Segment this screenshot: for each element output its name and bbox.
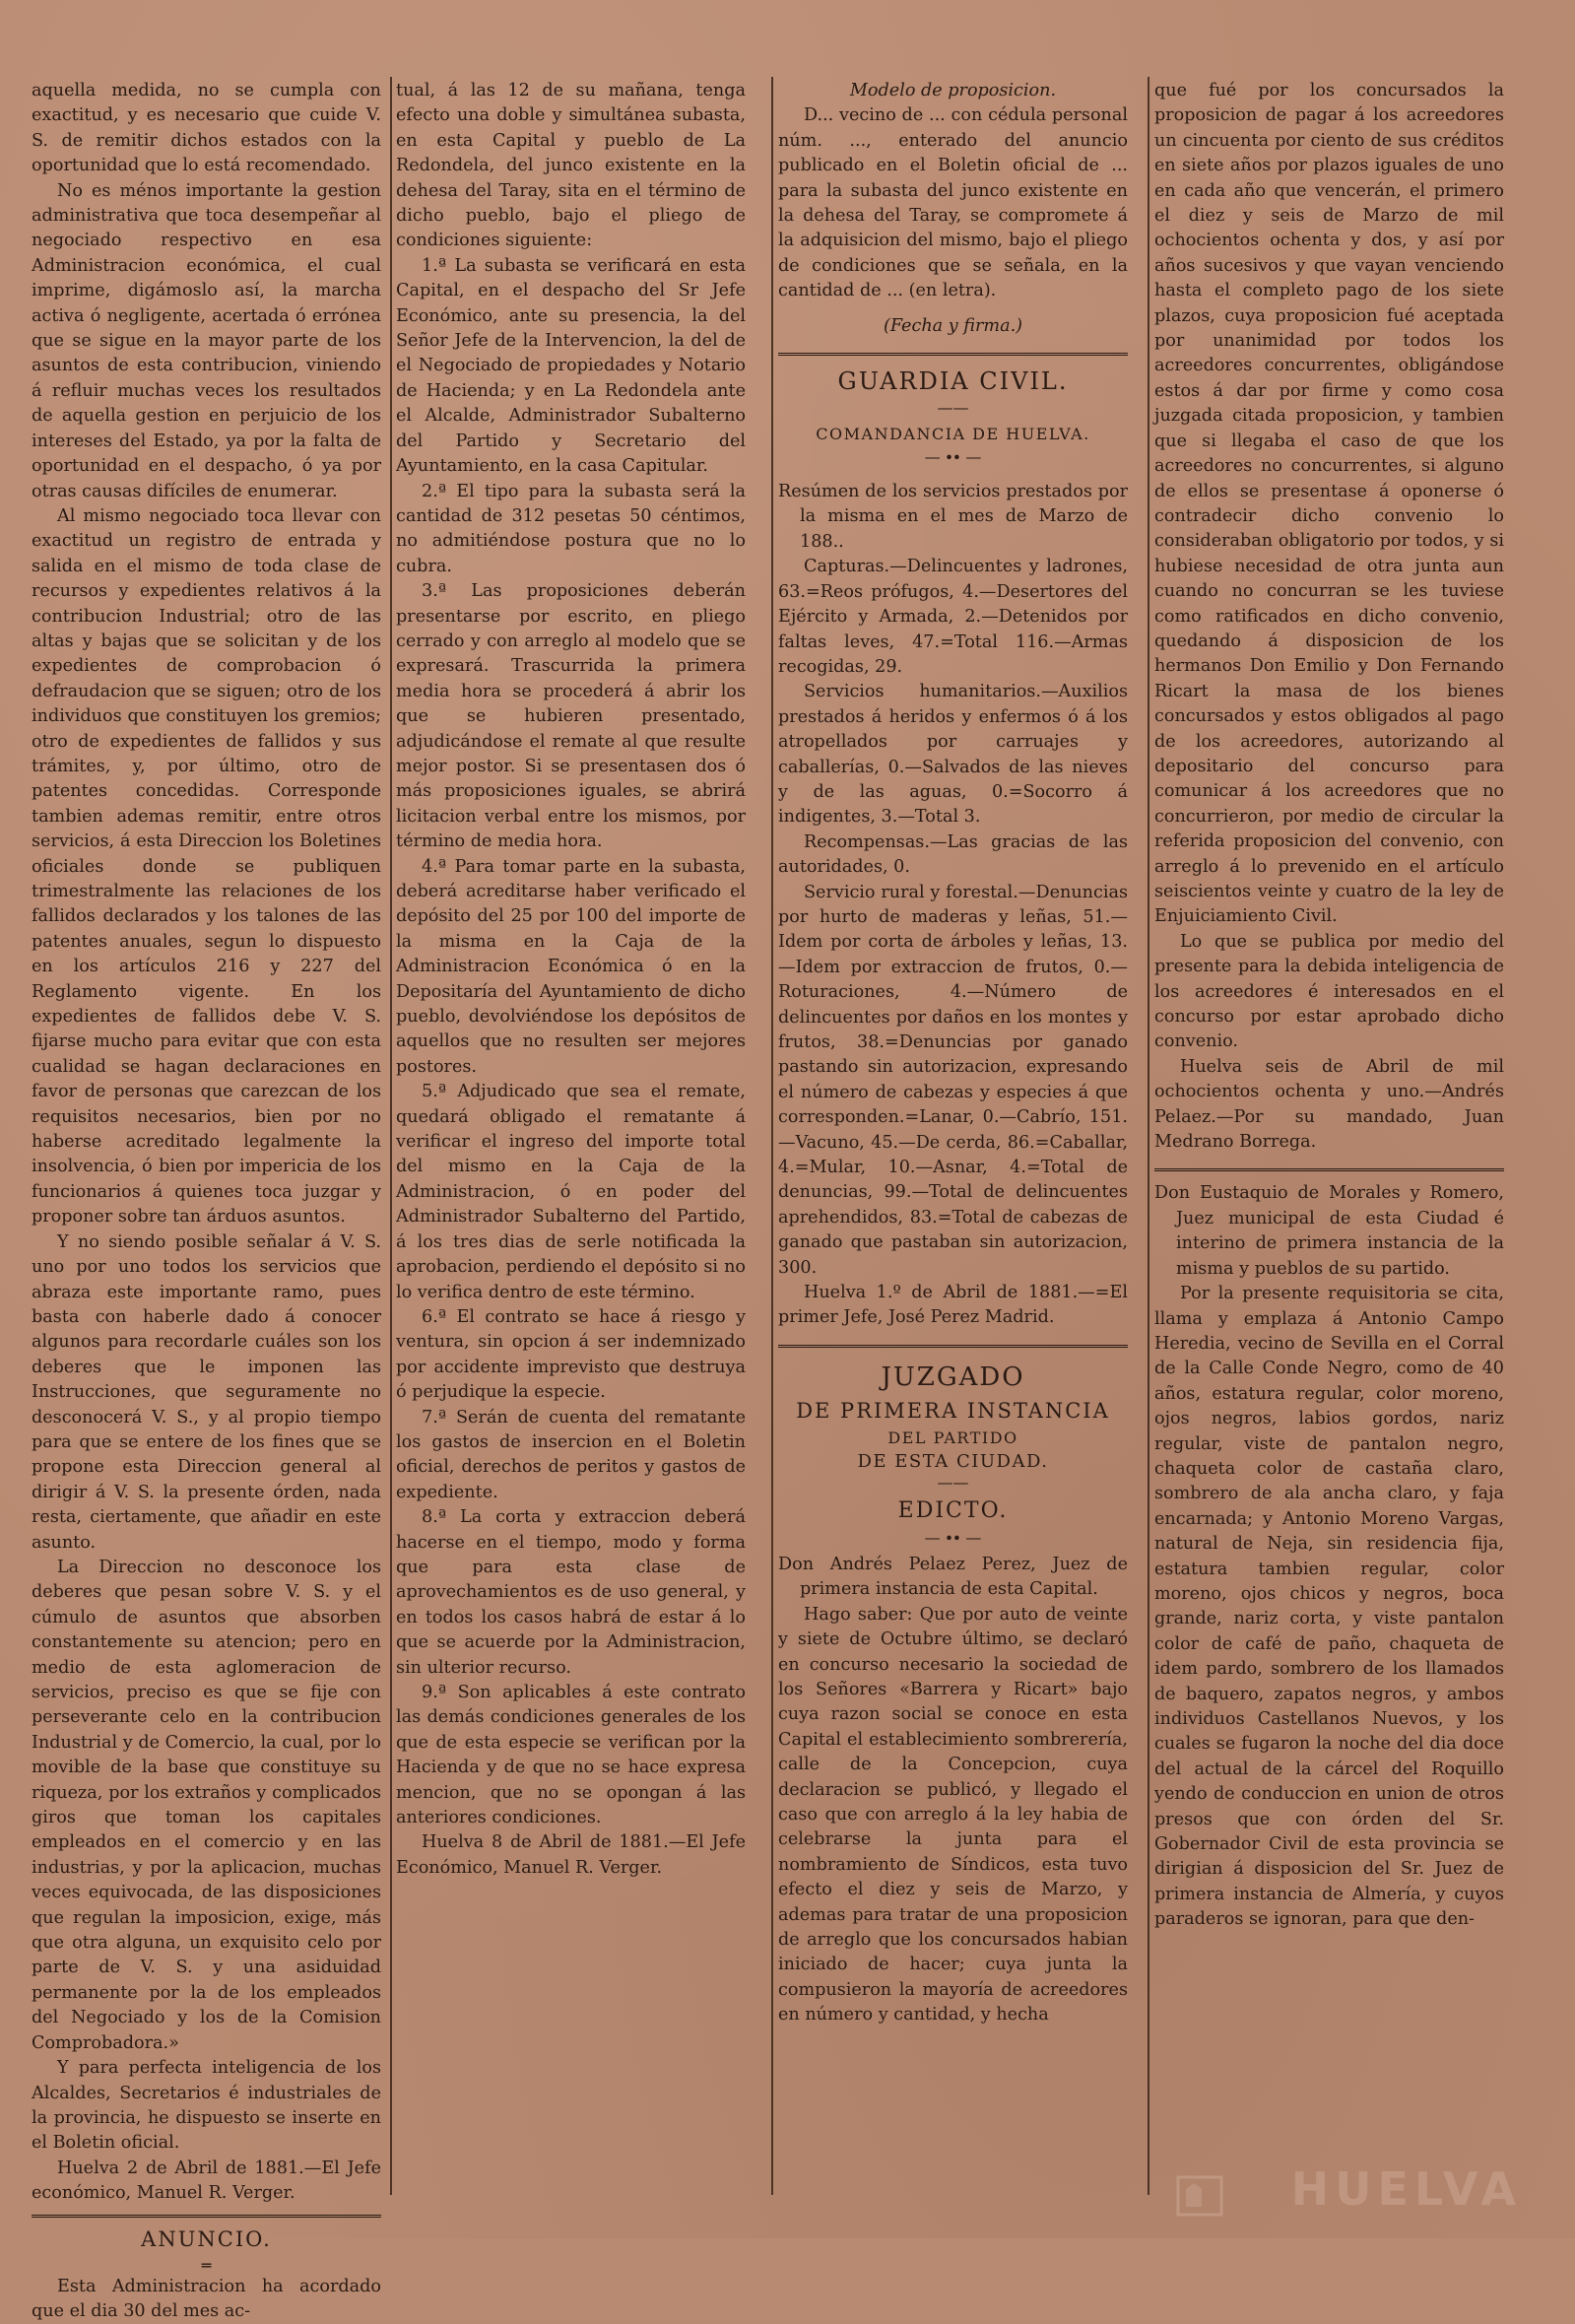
paragraph: Lo que se publica por medio del presente para la debida inteligencia de los acreedores é interesados en el concurso por estar aprobado dicho convenio.	[1154, 931, 1504, 1052]
ornament-dash: — ∙∙ —	[924, 1527, 982, 1547]
modelo-text: D... vecino de ... con cédula personal núm. ..., enterado del anuncio publicado en el Boletin oficial de ... para la subasta del junco existente en la dehesa del Taray, se compromete á la adquisicion del mismo, bajo el pliego de condiciones que se señala, en la cantidad de ... (en letra).	[778, 105, 1128, 301]
condition-3: 3.ª Las proposiciones deberán presentarse por escrito, en pliego cerrado y con arreglo al modelo que se expresará. Trascurrida la primera media hora se procederá á abrir los que se hubieren presentado, adjudicándose el remate al que resulte mejor postor. Si se presentasen dos ó más proposiciones iguales, se abrirá licitacion verbal entre los mismos, por término de media hora.	[396, 581, 746, 852]
edicto-title: EDICTO.	[897, 1497, 1009, 1523]
section-rule	[778, 353, 1128, 356]
anuncio-title: ANUNCIO.	[141, 2226, 272, 2251]
ornament-dash: ——	[937, 1472, 969, 1492]
paragraph: La Direccion no desconoce los deberes que pesan sobre V. S. y el cúmulo de asuntos que absorben constantemente su atencion; pero en medio de esta aglomeracion de servicios, preciso es que se fije con perseverante celo en la contribucion Industrial y de Comercio, la cual, por lo movible de la base que constituye su riqueza, por los extraños y complicados giros que toman los capitales empleados en el comercio y en las industrias, y por la aplicacion, muchas veces equivocada, de las disposiciones que regulan la imposicion, exige, más que otra alguna, un exquisito celo por parte de V. S. y una asiduidad permanente por la de los empleados del Negociado y los de la Comision Comprobadora.»	[32, 1557, 381, 2053]
paragraph: Huelva seis de Abril de mil ochocientos ochenta y uno.—Andrés Pelaez.—Por su mandado, Juan Medrano Borrega.	[1154, 1056, 1504, 1153]
paragraph: Hago saber: Que por auto de veinte y siete de Octubre último, se declaró en concurso necesario la sociedad de los Señores «Barrera y Ricart» bajo cuya razon social se conoce en esta Capital el establecimiento sombrerería, calle de la Concepcion, cuya declaracion se publicó, y llegado el caso que con arreglo á la ley habia de celebrarse la junta para el nombramiento de Síndicos, esta tuvo efecto el diez y seis de Marzo, y ademas para tratar de una proposicion de arreglo que los concursados habian iniciado de hacer; cuya junta la compusieron la mayoría de acreedores en número y cantidad, y hecha	[778, 1604, 1128, 2025]
paragraph: Y para perfecta inteligencia de los Alcaldes, Secretarios é industriales de la provincia, he dispuesto se inserte en el Boletin oficial.	[32, 2058, 381, 2154]
ornament-dash: — ∙∙ —	[924, 447, 982, 467]
paragraph	[778, 480, 1128, 555]
paragraph: Servicio rural y forestal.—Denuncias por hurto de maderas y leñas, 51.—Idem por corta de árboles y leñas, 13.—Idem por extraccion de frutos, 0.—Roturaciones, 4.—Número de delincuentes por daños en los montes y frutos, 38.=Denuncias por ganado pastando sin autorizacion, expresando el número de cabezas y especies á que corresponden.=Lanar, 0.—Cabrío, 151.—Vacuno, 45.—De cerda, 86.=Caballar, 4.=Mular, 10.—Asnar, 4.=Total de denuncias, 99.—Total de delincuentes aprehendidos, 83.=Total de cabezas de ganado que pastaban sin autorizacion, 300.	[778, 882, 1128, 1278]
paragraph: No es ménos importante la gestion administrativa que toca desempeñar al negociado respectivo en esa Administracion económica, el cual imprime, digámoslo así, la marcha activa ó negligente, acertada ó errónea que se sigue en la mayor parte de los asuntos de esta contribucion, viniendo á refluir muchas veces los resultados de aquella gestion en perjuicio de los intereses del Estado, ya por la falta de oportunidad en el despacho, ó ya por otras causas difíciles de enumerar.	[32, 180, 381, 501]
signature: Huelva 2 de Abril de 1881.—El Jefe económico, Manuel R. Verger.	[32, 2158, 381, 2204]
ornament-dash: ═	[201, 2255, 212, 2275]
condition-2: 2.ª El tipo para la subasta será la cantidad de 312 pesetas 50 céntimos, no admitiéndose postura que no lo cubra.	[396, 481, 746, 576]
paragraph	[1154, 1181, 1504, 1282]
section-rule	[778, 1345, 1128, 1348]
text: Don Eustaquio de Morales y Romero, Juez municipal de esta Ciudad é interino de primera instancia de la misma y pueblos de su partido.	[1154, 1183, 1504, 1279]
paragraph: Por la presente requisitoria se cita, llama y emplaza á Antonio Campo Heredia, vecino de Sevilla en el Corral de la Calle Conde Negro, como de 40 años, estatura regular, color moreno, ojos negros, labios gordos, nariz regular, viste de pantalon negro, chaqueta color de castaña claro, sombrero de ala ancha claro, y faja encarnada; y Antonio Moreno Vargas, natural de Neja, sin residencia fija, estatura tambien regular, color moreno, ojos chicos y negros, boca grande, nariz corta, y viste pantalon color de café de paño, chaqueta de idem pardo, sombrero de los llamados de baquero, zapatos negros, y ambos individuos Castellanos Nuevos, y los cuales se fugaron la noche del dia doce del actual de la cárcel del Roquillo yendo de conduccion en union de otros presos que con órden del Sr. Gobernador Civil de esta provincia se dirigian á disposicion del Sr. Juez de primera instancia de Almería, y cuyos paraderos se ignoran, para que den-	[1154, 1284, 1504, 1930]
condition-5: 5.ª Adjudicado que sea el remate, quedará obligado el rematante á verificar el ingreso del importe total del mismo en la Caja de la Administracion, ó en poder del Administrador Subalterno del Partido, á los tres dias de serle notificada la aprobacion, perdiendo el depósito si no lo verifica dentro de este término.	[396, 1082, 746, 1302]
signature: Huelva 1.º de Abril de 1881.—=El primer Jefe, José Perez Madrid.	[778, 1283, 1128, 1328]
column-rule	[390, 77, 392, 2195]
condition-1: 1.ª La subasta se verificará en esta Capital, en el despacho del Sr Jefe Económico, ante su presencia, la del Señor Jefe de la Intervencion, la del de el Negociado de propiedades y Notario de Hacienda; y en La Redondela ante el Alcalde, Administrador Subalterno del Partido y Secretario del Ayuntamiento, en la casa Capitular.	[396, 255, 746, 477]
section-rule	[32, 2215, 381, 2218]
text: Resúmen de los servicios prestados por la misma en el mes de Marzo de 188..	[778, 482, 1128, 552]
signature: Huelva 8 de Abril de 1881.—El Jefe Económico, Manuel R. Verger.	[396, 1832, 746, 1878]
column-2	[396, 79, 746, 2167]
guardia-title: GUARDIA CIVIL.	[837, 367, 1069, 396]
column-3	[778, 79, 1128, 2167]
ornament-dash: ——	[937, 398, 969, 418]
condition-4: 4.ª Para tomar parte en la subasta, deberá acreditarse haber verificado el depósito del 25 por 100 del importe de la misma en la Caja de la Administracion Económica ó en la Depositaría del Ayuntamiento de dicho pueblo, devolviéndose los depósitos de aquellos que no resulten ser mejores postores.	[396, 856, 746, 1077]
column-1	[32, 79, 381, 2321]
column-4	[1154, 79, 1504, 2167]
juzgado-title: JUZGADO	[881, 1361, 1025, 1392]
juzgado-subtitle: DEL PARTIDO	[887, 1428, 1018, 1447]
fecha-firma: (Fecha y firma.)	[883, 315, 1023, 336]
paragraph: que fué por los concursados la proposicion de pagar á los acreedores un cincuenta por ciento de sus créditos en siete años por plazos iguales de uno en cada año que vencerán, el primero el diez y seis de Marzo de mil ochocientos ochenta y dos, y así por años sucesivos y que vayan venciendo hasta el completo pago de los siete plazos, cuya proposicion fué aceptada por unanimidad por todos los acreedores concurrentes, obligándose estos á dar por firme y como cosa juzgada citada proposicion, y tambien que si llegaba el caso de que los acreedores no concurrentes, si alguno de ellos se presentase á oponerse ó contradecir dicho convenio lo consideraban obligatorio por todos, y si hubiese necesidad de otra junta aun cuando no concurran se les tuviese como ratificados en dicho convenio, quedando á disposicion de los hermanos Don Emilio y Don Fernando Ricart la masa de los bienes concursados y estos obligados al pago de los acreedores, autorizando al depositario del concurso para comunicar á los acreedores que no concurrieron, por medio de circular la referida proposicion del convenio, con arreglo á lo prevenido en el artículo seiscientos veinte y cuatro de la ley de Enjuiciamiento Civil.	[1154, 81, 1504, 927]
paragraph: Recompensas.—Las gracias de las autoridades, 0.	[778, 831, 1128, 878]
paragraph: Y no siendo posible señalar á V. S. uno por uno todos los servicios que abraza este importante ramo, pues basta con haberle dado á conocer algunos para recordarle cuáles son los deberes que le imponen las Instrucciones, que seguramente no desconocerá V. S., y al propio tiempo para que se entere de los fines que se propone esta Direccion general al dirigir á V. S. la presente órden, nada resta, ciertamente, que añadir en este asunto.	[32, 1231, 381, 1553]
juzgado-subtitle: DE PRIMERA INSTANCIA	[796, 1398, 1110, 1423]
paragraph: Servicios humanitarios.—Auxilios prestados á heridos y enfermos ó á los atropellados por carruajes y caballerías, 0.—Salvados de las nieves y de las aguas, 0.=Socorro á indigentes, 3.—Total 3.	[778, 682, 1128, 828]
paragraph: aquella medida, no se cumpla con exactitud, y es necesario que cuide V. S. de remitir dichos estados con la oportunidad que lo está recomendado.	[32, 81, 381, 176]
watermark: HUELVA	[1290, 2162, 1522, 2216]
section-rule	[1154, 1168, 1504, 1171]
column-rule	[771, 77, 773, 2195]
paragraph: tual, á las 12 de su mañana, tenga efecto una doble y simultánea subasta, en esta Capital y pueblo de La Redondela, del junco existente en la dehesa del Taray, sita en el término de dicho pueblo, bajo el pliego de condiciones siguiente:	[396, 81, 746, 251]
paragraph	[778, 1553, 1128, 1603]
condition-6: 6.ª El contrato se hace á riesgo y ventura, sin opcion á ser indemnizado por accidente imprevisto que destruya ó perjudique la especie.	[396, 1306, 746, 1403]
paragraph: Esta Administracion ha acordado que el dia 30 del mes ac-	[32, 2276, 381, 2321]
comandancia-title: COMANDANCIA DE HUELVA.	[816, 425, 1090, 444]
paragraph: Al mismo negociado toca llevar con exactitud un registro de entrada y salida en el mismo de toda clase de recursos y expedientes relativos á la contribucion Industrial; otro de las altas y bajas que se solicitan y de los expedientes de comprobacion ó defraudacion que se siguen; otro de los individuos que constituyen los gremios; otro de expedientes de fallidos y sus trámites, y, por último, otro de patentes concedidas. Corresponde tambien ademas remitir, entre otros servicios, á esta Direccion los Boletines oficiales donde se publiquen trimestralmente las relaciones de los fallidos declarados y los talones de las patentes anuales, segun lo dispuesto en los artículos 216 y 227 del Reglamento vigente. En los expedientes de fallidos debe V. S. fijarse mucho para evitar que con esta cualidad se hagan declaraciones en favor de personas que carezcan de los requisitos necesarios, bien por no haberse acreditado legalmente la insolvencia, ó bien por impericia de los funcionarios á quienes toca juzgar y proponer sobre tan árduos asuntos.	[32, 505, 381, 1228]
column-rule	[1148, 77, 1149, 2195]
juzgado-subtitle: DE ESTA CIUDAD.	[857, 1450, 1049, 1472]
condition-7: 7.ª Serán de cuenta del rematante los gastos de insercion en el Boletin oficial, derechos de peritos y gastos de expediente.	[396, 1407, 746, 1502]
condition-9: 9.ª Son aplicables á este contrato las demás condiciones generales de los que de esta especie se verifican por la Hacienda y de que no se hace expresa mencion, que no se opongan á las anteriores condiciones.	[396, 1683, 746, 1828]
modelo-title: Modelo de proposicion.	[849, 81, 1057, 100]
text: Don Andrés Pelaez Perez, Juez de primera instancia de esta Capital.	[778, 1554, 1128, 1600]
condition-8: 8.ª La corta y extraccion deberá hacerse en el tiempo, modo y forma que para esta clase de aprovechamientos es de uso general, y en todos los casos habrá de estar á lo que se acuerde por la Administracion, sin ulterior recurso.	[396, 1507, 746, 1678]
paragraph: Capturas.—Delincuentes y ladrones, 63.=Reos prófugos, 4.—Desertores del Ejército y Armada, 2.—Detenidos por faltas leves, 47.=Total 116.—Armas recogidas, 29.	[778, 557, 1128, 677]
